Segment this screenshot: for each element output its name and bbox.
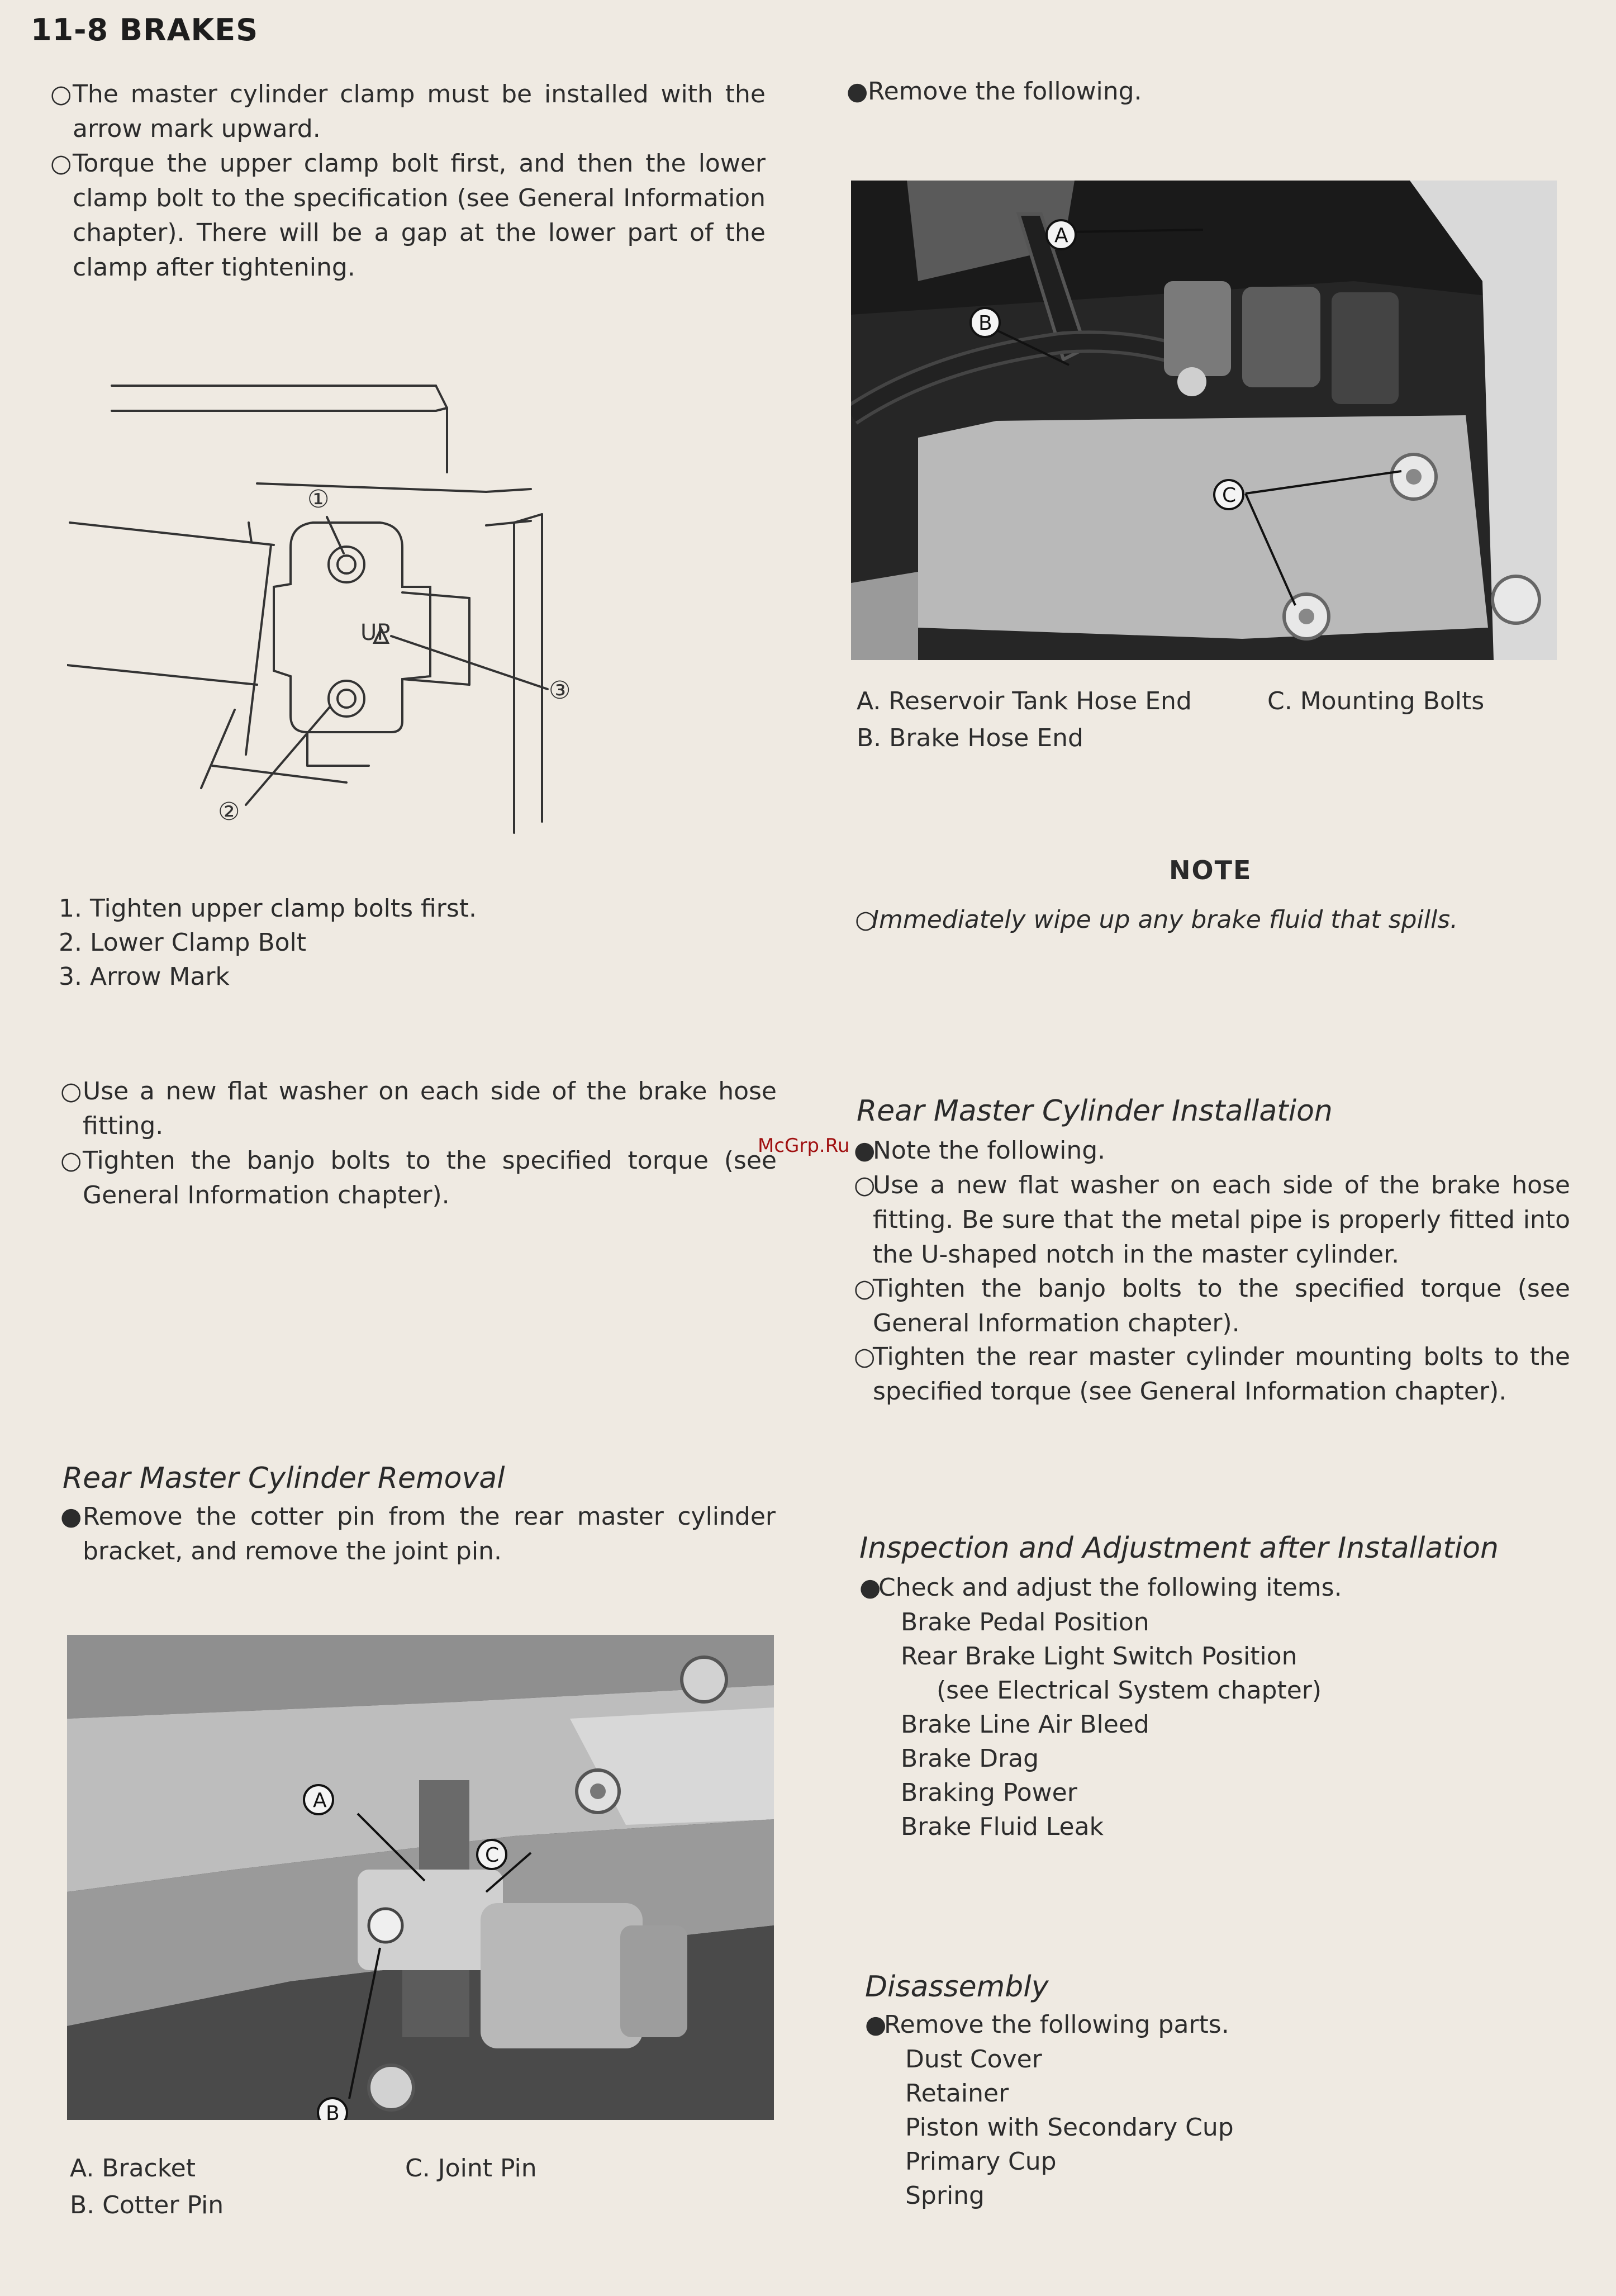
watermark: McGrp.Ru <box>758 1135 850 1157</box>
legend-item: 3. Arrow Mark <box>59 962 230 991</box>
list-item: Primary Cup <box>905 2147 1057 2176</box>
page-title: 11-8 BRAKES <box>31 12 259 48</box>
list-item: Brake Line Air Bleed <box>901 1710 1149 1739</box>
list-item: Brake Pedal Position <box>901 1608 1149 1636</box>
inspection-lead: ● Check and adjust the following items. <box>859 1573 1342 1602</box>
removal-photo <box>67 1635 774 2120</box>
photo-label-c: C <box>485 1844 500 1867</box>
washer-note: ○ Use a new flat washer on each side of the brake hose fitting. <box>60 1077 777 1140</box>
top-photo-caption-col1: A. Reservoir Tank Hose End B. Brake Hose End <box>857 687 1192 752</box>
photo-label-b: B <box>326 2102 340 2120</box>
note-title: NOTE <box>1169 855 1252 885</box>
list-item: Spring <box>905 2181 985 2210</box>
banjo-note: ○ Tighten the banjo bolts to the specified torque (see General Information chapter). <box>60 1146 777 1209</box>
photo-label-a: A <box>1054 224 1068 247</box>
legend-item: 1. Tighten upper clamp bolts first. <box>59 894 477 923</box>
list-item: Rear Brake Light Switch Position <box>901 1642 1297 1671</box>
up-label: UP <box>360 620 391 646</box>
inspection-heading: Inspection and Adjustment after Installation <box>859 1531 1499 1565</box>
clamp-diagram <box>67 374 626 850</box>
remove-step: ● Remove the following. <box>847 77 1142 106</box>
installation-heading: Rear Master Cylinder Installation <box>857 1094 1333 1128</box>
list-item: Dust Cover <box>905 2045 1042 2074</box>
disassembly-items <box>905 2042 1234 2213</box>
list-item: Braking Power <box>901 1778 1077 1807</box>
installation-step-1: ○ Use a new flat washer on each side of the brake hose fitting. Be sure that the metal pipe is properly fitted into the U-shaped notch in the master cylinder. <box>854 1171 1570 1269</box>
list-item: Retainer <box>905 2079 1009 2108</box>
disassembly-lead: ● Remove the following parts. <box>865 2010 1229 2039</box>
installation-step-3: ○ Tighten the rear master cylinder mounting bolts to the specified torque (see General Information chapter). <box>854 1343 1570 1406</box>
removal-caption-col2: C. Joint Pin <box>405 2154 537 2183</box>
removal-photo-top <box>851 181 1557 660</box>
installation-lead: ● Note the following. <box>854 1136 1106 1165</box>
removal-heading: Rear Master Cylinder Removal <box>63 1462 505 1495</box>
callout-2: ② <box>218 798 240 826</box>
callout-1: ① <box>307 485 330 514</box>
figure-legend <box>59 891 477 994</box>
callout-3: ③ <box>549 676 571 705</box>
note-text: ○ Immediately wipe up any brake fluid that spills. <box>855 905 1458 934</box>
photo-label-a: A <box>313 1789 327 1812</box>
list-item: Brake Drag <box>901 1744 1039 1773</box>
intro-step-2: ○ Torque the upper clamp bolt first, and then the lower clamp bolt to the specification (see General Information chapter). There will be a gap at the lower part of the clamp after tightening. <box>50 149 766 282</box>
removal-step: ● Remove the cotter pin from the rear master cylinder bracket, and remove the joint pin. <box>60 1502 776 1566</box>
removal-caption-col1: A. Bracket B. Cotter Pin <box>70 2154 224 2219</box>
intro-step-1: ○ The master cylinder clamp must be installed with the arrow mark upward. <box>50 80 766 143</box>
list-item: Brake Fluid Leak <box>901 1813 1104 1841</box>
disassembly-heading: Disassembly <box>865 1970 1049 2004</box>
legend-item: 2. Lower Clamp Bolt <box>59 928 307 957</box>
photo-label-c: C <box>1222 484 1237 507</box>
list-item: (see Electrical System chapter) <box>937 1676 1322 1705</box>
list-item: Piston with Secondary Cup <box>905 2113 1234 2142</box>
installation-step-2: ○ Tighten the banjo bolts to the specified torque (see General Information chapter). <box>854 1274 1570 1337</box>
inspection-items <box>901 1605 1322 1844</box>
top-photo-caption-col2: C. Mounting Bolts <box>1267 687 1485 715</box>
photo-label-b: B <box>978 312 992 335</box>
